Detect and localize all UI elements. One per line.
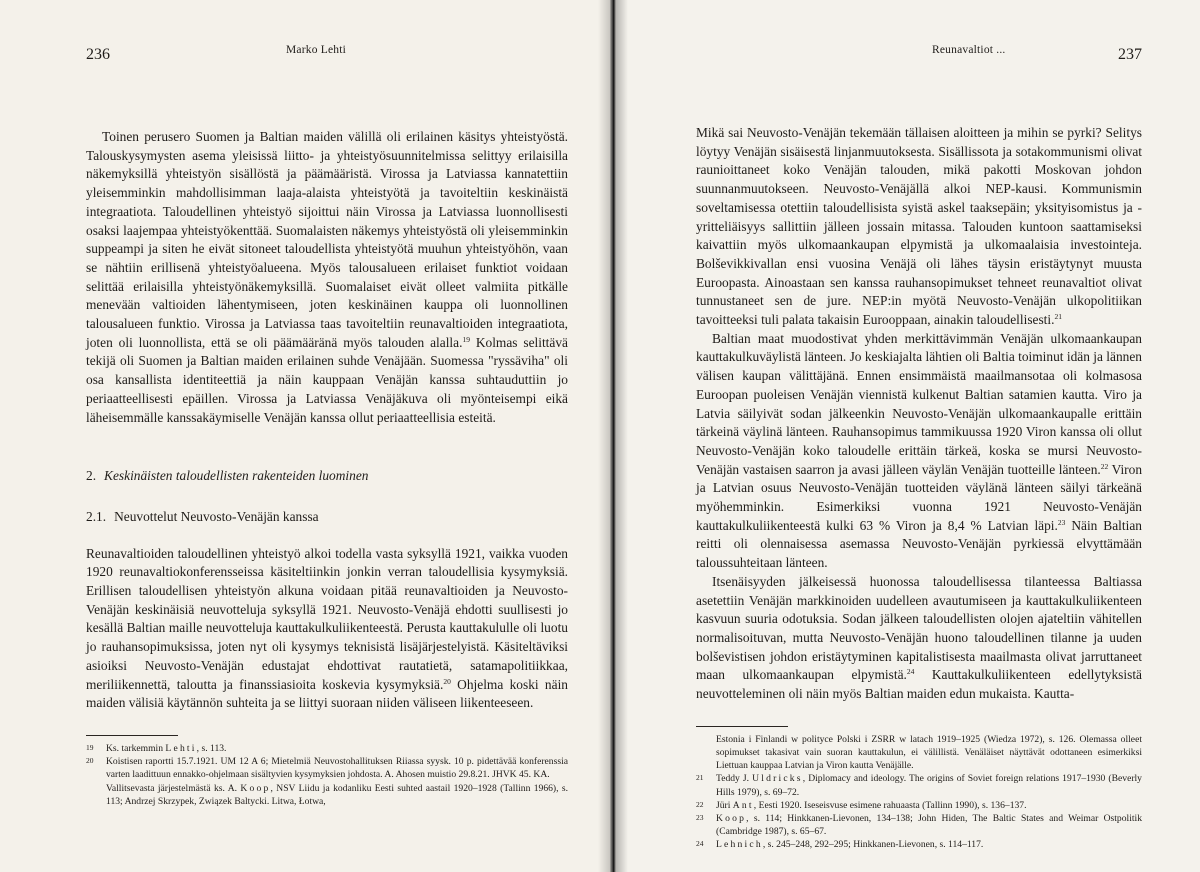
footnote-text: Koistisen raportti 15.7.1921. UM 12 A 6; Mietelmiä Neuvostohallituksen Riiassa syysk. 10 p. pidettävää konferenssia varten laadittuun ennakko-ohjelmaan sisältyvien kysymyksien johdosta. A. Ahosen muistio 29.8.21. JHVK 45. KA.	[106, 756, 568, 781]
section-heading	[86, 467, 568, 486]
paragraph	[696, 330, 1142, 573]
paragraph-text: Mikä sai Neuvosto-Venäjän tekemään tällaisen aloitteen ja mihin se pyrki? Selitys löytyy Venäjän sisäisestä linjanmuutoksesta. Sisällissota ja sotakommunismi olivat raunioittaneet koko Venäjän talouden, mikä pakotti Moskovan johdon suunnanmuutokseen. Neuvosto-Venäjällä alkoi NEP-kausi. Kommunismin soveltamisessa otettiin taloudellisista syistä askel taaksepäin; yksityisomistus ja -yritteliäisyys sallittiin jälleen jossain mitassa. Talouden kuntoon saattamiseksi kaivattiin myös ulkomaankaupan elpymistä ja ulkomaalaisia investointeja. Bolševikkivallan ensi vuosina Venäjä oli lähes täysin eristäytynyt muusta Euroopasta. Ainoastaan sen kanssa rauhansopimukset tehneet reunavaltiot olivat tunnustaneet sen de jure. NEP:in myötä Neuvosto-Venäjän ulkopolitiikan tavoitteeksi tuli palata takaisin Eurooppaan, ainakin taloudellisesti.	[696, 125, 1142, 328]
book-gutter	[598, 0, 628, 872]
footnote	[696, 799, 1142, 812]
footnote	[696, 812, 1142, 838]
footnote-mark: 24	[696, 839, 704, 849]
footnote-ref: 21	[1054, 312, 1062, 322]
footnote-ref: 23	[1057, 517, 1066, 527]
paragraph	[86, 545, 568, 713]
paragraph-text: Toinen perusero Suomen ja Baltian maiden välillä oli erilainen käsitys yhteistyöstä. Talouskysymysten asema yleisissä liitto- ja yhteistyösuunnitelmissa selittyy erilaisilla näkemyksillä yhteistyön sisällöstä ja päämääristä. Virossa ja Latviassa kannatettiin yleisemminkin mahdollisimman laaja-alaista yhteistyötä ja tavoiteltiin keskinäistä integraatiota. Taloudellinen yhteistyö sijoittui näin Virossa ja Latviassa luonnollisesti osaksi laajempaa yhteistyökenttää. Suomalaisten näkemys yhteistyöstä oli yleisemminkin suppeampi ja siten he eivät sitoneet taloudellista yhteistyötä muuhun yhteistyöhön, vaan se nähtiin erillisenä yhteistyöalueena. Myös talousalueen erilaiset funktiot voidaan selittää erilaisilla yhteistyönäkemyksillä. Suomalaiset eivät olleet valmiita pitkälle menevään valtioiden lähentymiseen, joten keskinäinen kauppa oli luonnollinen talousalueen funktio. Virossa ja Latviassa taas tavoiteltiin reunavaltioiden integraatiota, joten oli luonnollista, että se oli päämääränä myös talouden alalla.	[86, 129, 568, 350]
subsection-title: Neuvottelut Neuvosto-Venäjän kanssa	[114, 508, 319, 524]
footnote-mark: 22	[696, 799, 704, 809]
section-number: 2.	[86, 468, 97, 484]
footnote-ref: 19	[462, 334, 470, 344]
footnote-text: Ks. tarkemmin Lehti, s. 113.	[106, 742, 227, 754]
paragraph	[86, 128, 568, 427]
left-body	[86, 128, 568, 713]
paragraph	[696, 573, 1142, 704]
footnote	[696, 733, 1142, 773]
footnote-ref: 24	[906, 667, 915, 677]
paragraph-text: Kauttakulkuliikenteen edellytyksistä neuvotteleminen oli näin myös Baltian maiden edun mukaista. Kautta-	[696, 667, 1142, 702]
footnote	[696, 772, 1142, 798]
paragraph	[696, 124, 1142, 330]
footnote-rule	[696, 726, 788, 727]
footnote-rule	[86, 735, 178, 736]
footnote-text: Koop, s. 114; Hinkkanen-Lievonen, 134–138; John Hiden, The Baltic States and Weimar Ostpolitik (Cambridge 1987), s. 65–67.	[716, 813, 1142, 838]
paragraph-text: Itsenäisyyden jälkeisessä huonossa taloudellisessa tilanteessa Baltiassa asetettiin Venäjän markkinoiden uudelleen avautumiseen ja kauttakulkuliikenteen kasvuun suuria odotuksia. Sodan jälkeen taloudellisten olojen ajateltiin vähitellen normalisoituvan, mutta Neuvosto-Venäjän huono taloudellinen tilanne ja uuden bolševistisen johdon eristäytyminen kapitalistisesta maailmasta olivat jarruttaneet maan ulkomaankaupan elpymistä.	[696, 573, 1142, 683]
running-head: Reunavaltiot ...	[932, 44, 1006, 56]
footnote-mark: 19	[86, 742, 94, 752]
right-page	[612, 0, 1200, 872]
left-page-header	[86, 40, 568, 70]
footnote	[86, 782, 568, 808]
footnote-text: Estonia i Finlandi w polityce Polski i ZSRR w latach 1919–1925 (Wiedza 1972), s. 126. Olemassa olleet sopimukset takasivat vain suoran kauttakulun, ei välillistä. Venäläiset näyttävät odottaneen esimerkiksi Liettuan kauppaa Latvian ja Viron kautta Venäjälle.	[716, 733, 1142, 772]
footnote-mark: 21	[696, 773, 704, 783]
paragraph-text: Ohjelma koski näin maiden välisiä käytännön suhteita ja se liittyi suoraan niiden väliseen liikenteeseen.	[86, 676, 568, 711]
footnote-mark: 23	[696, 813, 704, 823]
right-footnotes	[696, 733, 1142, 852]
left-footnotes	[86, 742, 568, 808]
paragraph-text: Kolmas selittävä tekijä oli Suomen ja Baltian maiden erilainen suhde Venäjään. Suomessa "ryssäviha" oli osa kansallista identiteettiä ja näin kauppaan Venäjän kanssa suhtauduttiin jo periaatteellisesti epäillen. Virossa ja Latviassa Venäjäkuva oli myönteisempi eikä läheisemmälle kanssakäymiselle Venäjän kanssa ollut periaatteellisia esteitä.	[86, 334, 568, 425]
section-title: Keskinäisten taloudellisten rakenteiden luominen	[104, 468, 369, 484]
footnote-mark: 20	[86, 756, 94, 766]
page-number: 236	[86, 46, 110, 63]
right-page-header	[696, 40, 1142, 70]
footnote	[86, 742, 568, 755]
footnote-text: Lehnich, s. 245–248, 292–295; Hinkkanen-Lievonen, s. 114–117.	[716, 839, 984, 851]
paragraph-text: Reunavaltioiden taloudellinen yhteistyö alkoi todella vasta syksyllä 1921, vaikka vuoden 1920 reunavaltiokonferensseissa käsiteltiinkin jonkin verran taloudellisia kysymyksiä. Erillisen taloudellisen yhteistyön alkuna voidaan pitää reunavaltioiden ja Neuvosto-Venäjän keskinäisiä neuvotteluja syksyllä 1921. Neuvosto-Venäjä ehdotti suullisesti jo kesällä Baltian maille neuvotteluja kauttakulkuliikenteestä. Perusta kauttakululle oli luotu jo rauhansopimuksissa, joten nyt oli kysymys teknisistä lisäjärjestelyistä. Käsiteltäviksi asioiksi Neuvosto-Venäjän edustajat ehdottivat rautatietä, satamapolitiikkaa, meriliikennettä, taloutta ja finanssiasioita koskevia kysymyksiä.	[86, 545, 568, 692]
paragraph-text: Viron ja Latvian osuus Neuvosto-Venäjän tuotteiden väylänä länteen säilyi tärkeänä myöhemminkin. Esimerkiksi vuonna 1921 Neuvosto-Venäjän kauttakulkuliikenteestä kulki 63 % Viron ja 8,4 % Latvian läpi.	[696, 461, 1143, 533]
right-body	[696, 124, 1142, 704]
footnote	[696, 838, 1142, 851]
paragraph-text: Baltian maat muodostivat yhden merkittävimmän Venäjän ulkomaankaupan kauttakulkuväylistä länteen. Jo keskiajalta lähtien oli Baltia toiminut idän ja lännen välisen kaupan välittäjänä. Ennen ensimmäistä maailmansotaa oli kolmasosa Euroopan puoleisen Venäjän viennistä kulkenut Baltian satamien kautta. Viro ja Latvia säilyivät sodan jälkeenkin Neuvosto-Venäjän ulkomaankaupalle erittäin tärkeinä väylinä länteen. Rauhansopimus tammikuussa 1920 Viron kanssa oli ollut Neuvosto-Venäjän koko taloudelle erittäin tärkeä, koska se mursi Neuvosto-Venäjän vastaisen saarron ja avasi jälleen väylän Venäjän tuotteille länteen.	[696, 330, 1142, 477]
footnote	[86, 755, 568, 781]
footnote-ref: 22	[1100, 461, 1109, 471]
footnote-text: Vallitsevasta järjestelmästä ks. A. Koop, NSV Liidu ja kodanliku Eesti suhted aastail 1920–1928 (Tallinn 1966), s. 113; Andrzej Skrzypek, Związek Baltycki. Litwa, Łotwa,	[106, 782, 568, 807]
paragraph-text: Näin Baltian reitti oli olennaisessa asemassa Neuvosto-Venäjän pyrkiessä elvyttämään taloussuhteitaan länteen.	[696, 517, 1142, 571]
subsection-heading	[86, 508, 568, 527]
subsection-number: 2.1.	[86, 508, 107, 524]
page-number: 237	[1118, 46, 1142, 63]
footnote-text: Jüri Ant, Eesti 1920. Iseseisvuse esimene rahuaasta (Tallinn 1990), s. 136–137.	[716, 799, 1027, 811]
footnote-ref: 20	[443, 676, 451, 686]
footnote-text: Teddy J. Uldricks, Diplomacy and ideology. The origins of Soviet foreign relations 1917–1930 (Beverly Hills 1979), s. 69–72.	[716, 773, 1142, 798]
running-head: Marko Lehti	[286, 44, 347, 56]
